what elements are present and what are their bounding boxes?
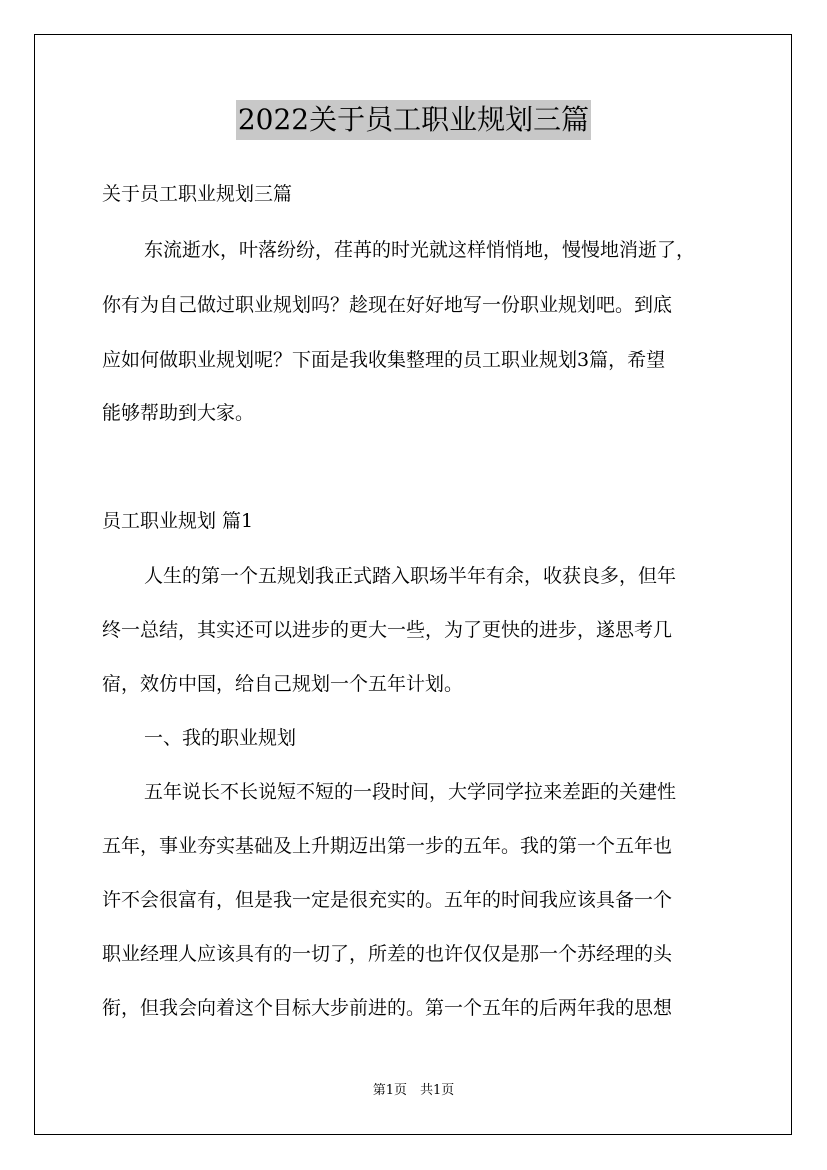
subsection-heading: 一、我的职业规划 bbox=[144, 727, 297, 749]
document-title-block bbox=[0, 100, 827, 140]
page-number-footer: 第1页 共1页 bbox=[372, 1083, 455, 1098]
text-line: 衔，但我会向着这个目标大步前进的。第一个五年的后两年我的思想 bbox=[102, 997, 673, 1019]
text-line: 宿，效仿中国，给自己规划一个五年计划。 bbox=[102, 673, 464, 695]
text-line: 人生的第一个五规划我正式踏入职场半年有余，收获良多，但年 bbox=[144, 565, 677, 587]
text-line: 东流逝水，叶落纷纷，荏苒的时光就这样悄悄地，慢慢地消逝了， bbox=[144, 239, 696, 261]
text-line: 五年，事业夯实基础及上升期迈出第一步的五年。我的第一个五年也 bbox=[102, 835, 673, 857]
text-line: 应如何做职业规划呢？下面是我收集整理的员工职业规划3篇，希望 bbox=[102, 349, 666, 371]
text-line: 终一总结，其实还可以进步的更大一些，为了更快的进步，遂思考几 bbox=[102, 619, 673, 641]
section-heading: 员工职业规划 篇1 bbox=[102, 510, 254, 532]
text-line: 能够帮助到大家。 bbox=[102, 402, 255, 424]
text-line: 许不会很富有，但是我一定是很充实的。五年的时间我应该具备一个 bbox=[102, 889, 673, 911]
document-title: 2022关于员工职业规划三篇 bbox=[236, 100, 591, 140]
text-line: 你有为自己做过职业规划吗？趁现在好好地写一份职业规划吧。到底 bbox=[102, 294, 673, 316]
text-line: 职业经理人应该具有的一切了，所差的也许仅仅是那一个苏经理的头 bbox=[102, 943, 673, 965]
subtitle-line: 关于员工职业规划三篇 bbox=[102, 183, 293, 205]
text-line: 五年说长不长说短不短的一段时间，大学同学拉来差距的关建性 bbox=[144, 781, 677, 803]
